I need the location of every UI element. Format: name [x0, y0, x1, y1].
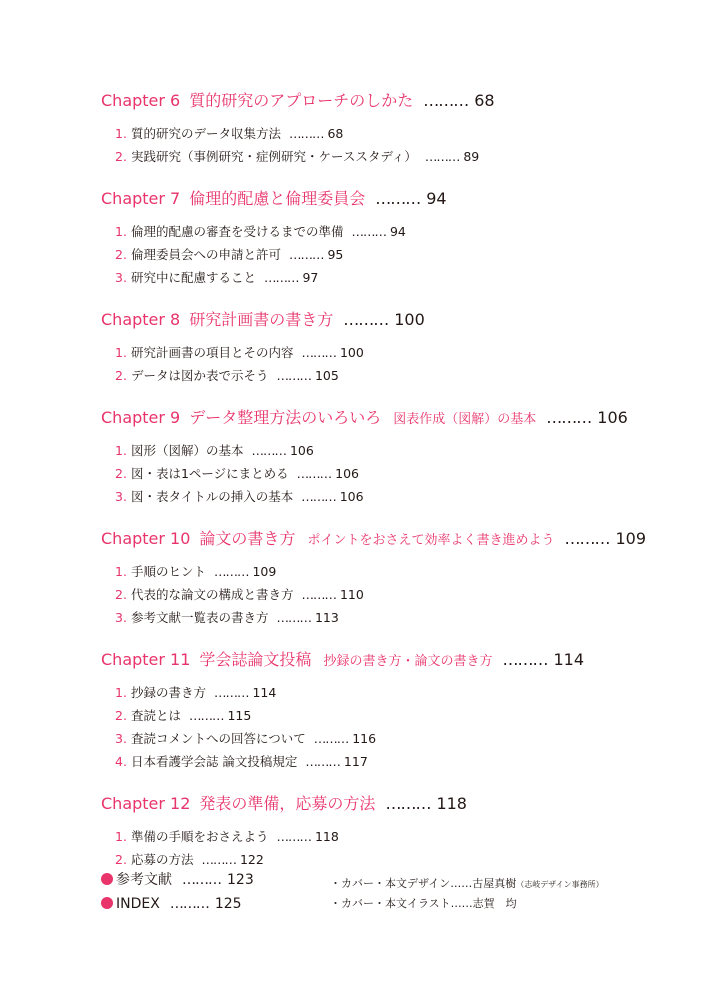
chapter-heading[interactable]: [101, 791, 691, 817]
chapter-subtitle: 図表作成（図解）の基本: [393, 412, 537, 427]
section-entry[interactable]: [101, 145, 691, 168]
chapter-number: Chapter 8: [101, 310, 181, 329]
page-number: 106: [597, 408, 628, 427]
chapter-title: データ整理方法のいろいろ: [189, 408, 382, 427]
leader-dots: ………: [251, 443, 286, 458]
section-title: 質的研究のデータ収集方法: [130, 126, 281, 141]
section-title: 手順のヒント: [130, 564, 206, 579]
section-title: 代表的な論文の構成と書き方: [130, 587, 294, 602]
leader-dots: ………: [301, 345, 336, 360]
page-number: 125: [214, 896, 242, 912]
page-number: 109: [252, 564, 277, 579]
section-entry[interactable]: [101, 220, 691, 243]
section-entry[interactable]: [101, 364, 691, 387]
page-number: 109: [615, 529, 646, 548]
leader-dots: ………: [288, 247, 324, 262]
section-title: 査読とは: [130, 708, 181, 723]
bullet-dot-icon: [101, 897, 113, 909]
section-number: 1.: [115, 126, 127, 141]
chapter-number: Chapter 6: [101, 91, 181, 110]
section-entry[interactable]: [101, 243, 691, 266]
page-number: 114: [252, 685, 277, 700]
section-number: 1.: [115, 345, 127, 360]
section-list: [101, 825, 691, 871]
section-number: 1.: [115, 685, 127, 700]
extra-entries: [101, 868, 321, 916]
section-title: 応募の方法: [130, 852, 194, 867]
section-entry[interactable]: [101, 439, 691, 462]
chapter-title: 学会誌論文投稿: [199, 650, 312, 669]
section-number: 3.: [115, 489, 127, 504]
section-number: 3.: [115, 731, 127, 746]
page-number: 123: [227, 872, 254, 888]
page-number: 95: [327, 247, 344, 262]
chapter-number: Chapter 9: [101, 408, 181, 427]
section-entry[interactable]: [101, 462, 691, 485]
section-title: 実践研究（事例研究・症例研究・ケーススタディ）: [130, 149, 417, 164]
chapter-block: [101, 647, 691, 773]
chapter-title: 倫理的配慮と倫理委員会: [189, 189, 366, 208]
chapter-number: Chapter 7: [101, 189, 181, 208]
page-number: 106: [339, 489, 364, 504]
leader-dots: ………: [385, 794, 431, 813]
chapter-number: Chapter 11: [101, 650, 191, 669]
section-title: 図・表は1ページにまとめる: [130, 466, 289, 481]
section-title: 研究計画書の項目とその内容: [130, 345, 294, 360]
page-number: 105: [314, 368, 339, 383]
section-entry[interactable]: [101, 825, 691, 848]
section-title: 倫理委員会への申請と許可: [130, 247, 281, 262]
chapter-number: Chapter 12: [101, 794, 191, 813]
credit-design: [330, 874, 690, 894]
section-entry[interactable]: [101, 583, 691, 606]
extra-title: 参考文献: [116, 872, 172, 888]
section-entry[interactable]: [101, 266, 691, 289]
leader-dots: ………: [276, 829, 311, 844]
credit-text: ・カバー・本文デザイン……古屋真樹: [330, 877, 517, 890]
chapter-block: [101, 307, 691, 387]
bullet-dot-icon: [101, 873, 113, 885]
section-title: 参考文献一覧表の書き方: [130, 610, 269, 625]
extra-entry-index[interactable]: [101, 892, 321, 916]
leader-dots: ………: [343, 310, 389, 329]
page-number: 118: [436, 794, 467, 813]
extra-entry-references[interactable]: [101, 868, 321, 892]
leader-dots: ………: [182, 872, 221, 888]
page-number: 117: [343, 754, 368, 769]
section-title: 研究中に配慮すること: [130, 270, 256, 285]
leader-dots: ………: [375, 189, 421, 208]
section-number: 2.: [115, 149, 127, 164]
chapter-title: 発表の準備，応募の方法: [199, 794, 376, 813]
chapter-number: Chapter 10: [101, 529, 191, 548]
leader-dots: ………: [351, 224, 386, 239]
chapter-subtitle: ポイントをおさえて効率よく書き進めよう: [307, 533, 555, 548]
section-entry[interactable]: [101, 681, 691, 704]
section-title: 図形（図解）の基本: [130, 443, 244, 458]
section-entry[interactable]: [101, 122, 691, 145]
leader-dots: ………: [188, 708, 224, 723]
section-title: 査読コメントへの回答について: [130, 731, 306, 746]
page-number: 116: [352, 731, 377, 746]
page-number: 94: [426, 189, 447, 208]
chapter-list: [101, 88, 691, 871]
chapter-subtitle: 抄録の書き方・論文の書き方: [323, 654, 493, 669]
chapter-title: 質的研究のアプローチのしかた: [189, 91, 414, 110]
section-title: 抄録の書き方: [130, 685, 206, 700]
page-number: 115: [227, 708, 252, 723]
section-entry[interactable]: [101, 485, 691, 508]
leader-dots: ………: [301, 489, 336, 504]
chapter-heading[interactable]: [101, 88, 691, 114]
page-number: 122: [239, 852, 264, 867]
chapter-heading[interactable]: [101, 526, 691, 552]
section-list: [101, 439, 691, 508]
section-number: 4.: [115, 754, 127, 769]
page-number: 106: [289, 443, 314, 458]
section-title: 倫理的配慮の審査を受けるまでの準備: [130, 224, 344, 239]
section-number: 2.: [115, 852, 127, 867]
table-of-contents: [101, 88, 691, 889]
chapter-heading[interactable]: [101, 307, 691, 333]
page-number: 97: [302, 270, 319, 285]
leader-dots: ………: [288, 126, 324, 141]
page-number: 106: [335, 466, 360, 481]
section-number: 2.: [115, 587, 127, 602]
leader-dots: ………: [169, 896, 209, 912]
chapter-heading[interactable]: [101, 405, 691, 431]
section-number: 2.: [115, 466, 127, 481]
chapter-heading[interactable]: [101, 186, 691, 212]
extra-title: INDEX: [116, 896, 160, 912]
credits: [330, 874, 690, 914]
leader-dots: ………: [296, 466, 332, 481]
leader-dots: ………: [213, 685, 249, 700]
section-number: 1.: [115, 443, 127, 458]
page-number: 118: [314, 829, 339, 844]
chapter-block: [101, 791, 691, 871]
section-list: [101, 220, 691, 289]
chapter-block: [101, 405, 691, 508]
chapter-title: 論文の書き方: [199, 529, 296, 548]
section-list: [101, 122, 691, 168]
leader-dots: ………: [213, 564, 249, 579]
section-number: 2.: [115, 247, 127, 262]
leader-dots: ………: [564, 529, 610, 548]
section-entry[interactable]: [101, 750, 691, 773]
page-number: 114: [553, 650, 584, 669]
page-number: 68: [327, 126, 344, 141]
leader-dots: ………: [546, 408, 592, 427]
page-number: 113: [314, 610, 339, 625]
section-list: [101, 560, 691, 629]
section-list: [101, 341, 691, 387]
chapter-block: [101, 526, 691, 629]
leader-dots: ………: [424, 149, 460, 164]
section-title: データは図か表で示そう: [130, 368, 269, 383]
leader-dots: ………: [423, 91, 469, 110]
credit-note: （志岐デザイン事務所）: [516, 880, 604, 889]
section-entry[interactable]: [101, 341, 691, 364]
section-number: 3.: [115, 610, 127, 625]
page-number: 68: [474, 91, 495, 110]
section-number: 1.: [115, 224, 127, 239]
section-number: 2.: [115, 708, 127, 723]
section-entry[interactable]: [101, 727, 691, 750]
page-number: 110: [339, 587, 364, 602]
section-title: 準備の手順をおさえよう: [130, 829, 269, 844]
leader-dots: ………: [305, 754, 340, 769]
section-number: 1.: [115, 829, 127, 844]
chapter-block: [101, 88, 691, 168]
section-entry[interactable]: [101, 704, 691, 727]
leader-dots: ………: [201, 852, 236, 867]
section-title: 図・表タイトルの挿入の基本: [130, 489, 294, 504]
section-number: 3.: [115, 270, 127, 285]
leader-dots: ………: [313, 731, 349, 746]
chapter-block: [101, 186, 691, 289]
section-title: 日本看護学会誌 論文投稿規定: [130, 754, 298, 769]
page-number: 100: [394, 310, 425, 329]
section-number: 2.: [115, 368, 127, 383]
credit-text: ・カバー・本文イラスト……志賀 均: [330, 897, 517, 910]
leader-dots: ………: [276, 368, 311, 383]
chapter-title: 研究計画書の書き方: [189, 310, 334, 329]
credit-illustration: [330, 894, 690, 914]
chapter-heading[interactable]: [101, 647, 691, 673]
section-list: [101, 681, 691, 773]
leader-dots: ………: [502, 650, 548, 669]
section-entry[interactable]: [101, 560, 691, 583]
page-number: 100: [339, 345, 364, 360]
section-number: 1.: [115, 564, 127, 579]
leader-dots: ………: [263, 270, 299, 285]
section-entry[interactable]: [101, 606, 691, 629]
page-number: 89: [463, 149, 480, 164]
leader-dots: ………: [301, 587, 336, 602]
page-number: 94: [389, 224, 406, 239]
leader-dots: ………: [276, 610, 311, 625]
